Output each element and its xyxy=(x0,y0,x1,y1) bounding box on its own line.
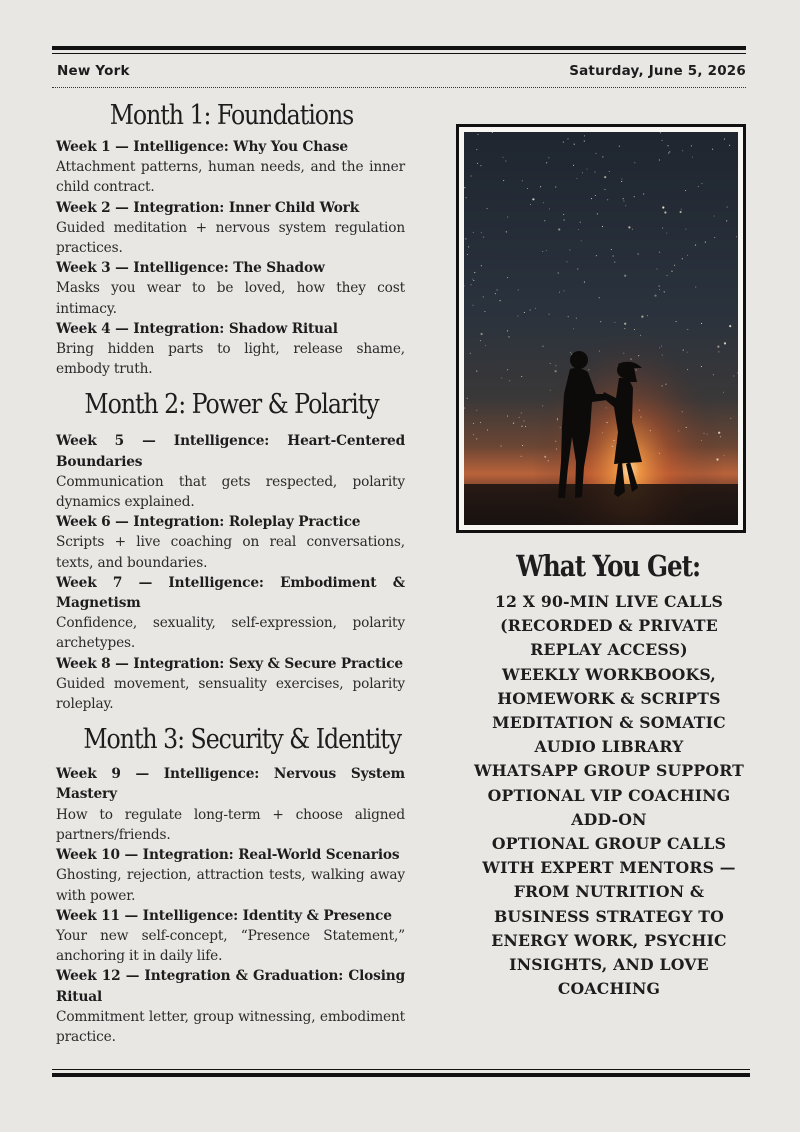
week-title: Week 5 — Intelligence: Heart-Centered Boundaries xyxy=(56,433,405,470)
top-rule-thin xyxy=(52,53,746,54)
week-description: Guided meditation + nervous system regulation practices. xyxy=(56,219,405,257)
week-description: Commitment letter, group witnessing, embodiment practice. xyxy=(56,1008,405,1045)
what-you-get-title: What You Get: xyxy=(516,549,701,583)
week-11 xyxy=(56,906,405,967)
week-title: Week 10 — Integration: Real-World Scenarios xyxy=(56,847,400,864)
benefit-item: WHATSAPP GROUP SUPPORT xyxy=(473,761,745,781)
benefit-item: 12 X 90-MIN LIVE CALLS (RECORDED & PRIVATE REPLAY ACCESS) xyxy=(494,592,724,660)
week-5 xyxy=(56,431,405,512)
week-7 xyxy=(56,573,405,654)
week-title: Week 8 — Integration: Sexy & Secure Practice xyxy=(56,655,403,672)
benefit-item: OPTIONAL VIP COACHING ADD-ON xyxy=(487,785,731,829)
what-you-get-column xyxy=(470,548,748,1001)
week-description: Attachment patterns, human needs, and the inner child contract. xyxy=(56,159,405,196)
week-description: How to regulate long-term + choose aligned partners/friends. xyxy=(56,806,405,843)
photo-frame xyxy=(456,124,746,533)
week-description: Guided movement, sensuality exercises, polarity roleplay. xyxy=(56,675,405,713)
month-1-title: Month 1: Foundations xyxy=(109,99,354,131)
bottom-rule-thin xyxy=(52,1069,750,1070)
week-title: Week 4 — Integration: Shadow Ritual xyxy=(56,320,338,337)
week-1 xyxy=(56,137,405,198)
week-title: Week 7 — Intelligence: Embodiment & Magnetism xyxy=(56,574,405,612)
week-12 xyxy=(56,966,405,1047)
week-2 xyxy=(56,198,405,259)
benefit-item: WEEKLY WORKBOOKS, HOMEWORK & SCRIPTS xyxy=(497,664,721,708)
week-description: Bring hidden parts to light, release shame, embody truth. xyxy=(56,341,405,378)
curriculum-column xyxy=(56,94,405,1047)
month-3-title: Month 3: Security & Identity xyxy=(83,723,402,756)
dateline xyxy=(57,63,746,81)
week-title: Week 6 — Integration: Roleplay Practice xyxy=(56,514,361,531)
week-9 xyxy=(56,764,405,845)
week-description: Masks you wear to be loved, how they cost intimacy. xyxy=(56,280,405,317)
week-description: Communication that gets respected, polarity dynamics explained. xyxy=(56,473,405,511)
couple-dancing-under-stars-photo xyxy=(464,132,738,525)
bottom-rule-thick xyxy=(52,1073,750,1077)
week-title: Week 11 — Intelligence: Identity & Presence xyxy=(56,907,392,924)
week-title: Week 12 — Integration & Graduation: Closing Ritual xyxy=(56,968,405,1005)
week-3 xyxy=(56,258,405,319)
week-description: Scripts + live coaching on real conversations, texts, and boundaries. xyxy=(56,534,405,571)
week-10 xyxy=(56,845,405,906)
week-description: Your new self-concept, “Presence Statement,” anchoring it in daily life. xyxy=(56,927,405,965)
week-title: Week 9 — Intelligence: Nervous System Mastery xyxy=(56,766,405,803)
week-8 xyxy=(56,654,405,715)
benefit-item: MEDITATION & SOMATIC AUDIO LIBRARY xyxy=(492,713,726,757)
date-label: Saturday, June 5, 2026 xyxy=(569,63,746,79)
city-label: New York xyxy=(57,63,130,79)
week-description: Ghosting, rejection, attraction tests, walking away with power. xyxy=(56,867,405,904)
benefit-item: OPTIONAL GROUP CALLS WITH EXPERT MENTORS — FROM NUTRITION & BUSINESS STRATEGY TO ENERGY WORK, PSYCHIC INSIGHTS, AND LOVE COACHING xyxy=(482,834,736,999)
week-title: Week 2 — Integration: Inner Child Work xyxy=(56,199,360,216)
week-6 xyxy=(56,512,405,573)
week-4 xyxy=(56,319,405,380)
top-rule-thick xyxy=(52,46,746,50)
month-2-title: Month 2: Power & Polarity xyxy=(84,388,379,421)
dotted-divider xyxy=(52,87,746,88)
week-description: Confidence, sexuality, self-expression, polarity archetypes. xyxy=(56,615,405,652)
week-title: Week 1 — Intelligence: Why You Chase xyxy=(56,139,348,155)
week-title: Week 3 — Intelligence: The Shadow xyxy=(56,260,325,277)
